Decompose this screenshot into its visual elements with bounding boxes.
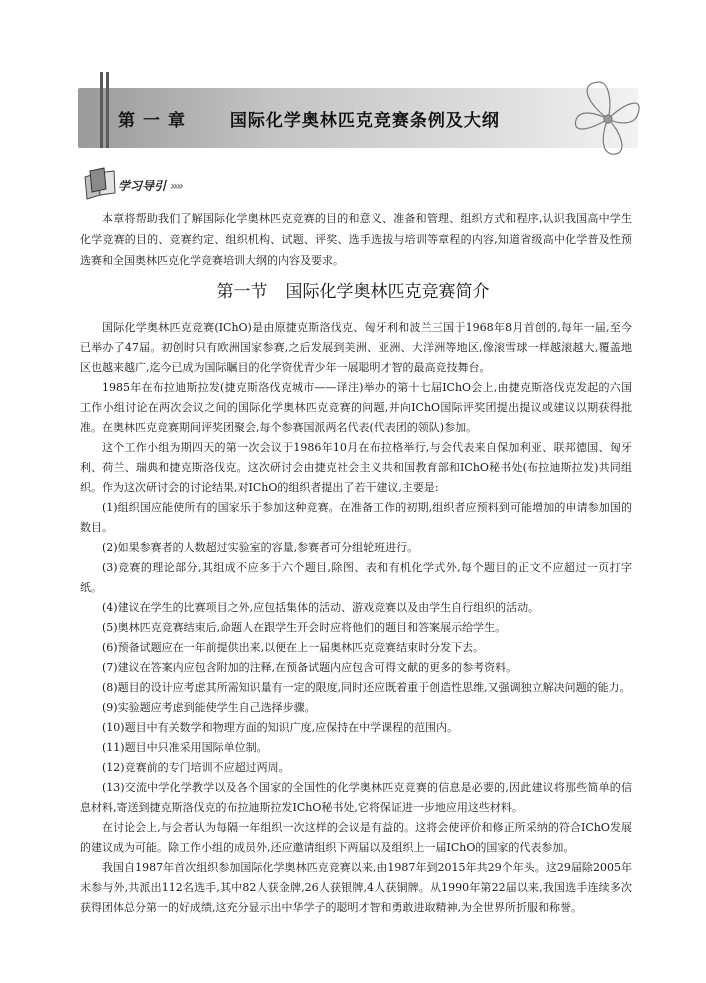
chapter-label-suffix: 章 xyxy=(168,111,186,131)
study-guide-label xyxy=(118,177,182,194)
chapter-title xyxy=(118,106,500,131)
list-item: (2)如果参赛者的人数超过实验室的容量,参赛者可分组轮班进行。 xyxy=(102,541,419,554)
list-item: (10)题目中有关数学和物理方面的知识广度,应保持在中学课程的范围内。 xyxy=(102,721,459,734)
list-item: (6)预备试题应在一年前提供出来,以便在上一届奥林匹克竞赛结束时分发下去。 xyxy=(102,641,485,654)
chapter-title-text: 国际化学奥林匹克竞赛条例及大纲 xyxy=(229,111,500,131)
list-item: (11)题目中只准采用国际单位制。 xyxy=(102,741,268,754)
paragraph: 国际化学奥林匹克竞赛(IChO)是由原捷克斯洛伐克、匈牙利和波兰三国于1968年8月首创的,每年一届,至今已举办了47届。初创时只有欧洲国家参赛,之后发展到美洲、亚洲、大洋洲等地区,像滚雪球一样越滚越大,覆盖地区也越来越广,迄今已成为国际瞩目的化学资优青少年一展聪明才智的最高竞技舞台。 xyxy=(80,321,632,374)
list-item: (8)题目的设计应考虑其所需知识量有一定的限度,同时还应既着重于创造性思维,又强调独立解决问题的能力。 xyxy=(102,681,631,694)
section-title xyxy=(0,277,706,302)
chapter-number: 一 xyxy=(143,111,161,131)
list-item: (5)奥林匹克竞赛结束后,命题人在跟学生开会时应将他们的题目和答案展示给学生。 xyxy=(102,621,507,634)
chapter-label-prefix: 第 xyxy=(118,111,136,131)
list-item: (1)组织国应能使所有的国家乐于参加这种竞赛。在准备工作的初期,组织者应预料到可能增加的申请参加国的数目。 xyxy=(80,501,632,534)
list-item: (9)实验题应考虑到能使学生自己选择步骤。 xyxy=(102,701,316,714)
list-item: (13)交流中学化学教学以及各个国家的全国性的化学奥林匹克竞赛的信息是必要的,因此建议将那些简单的信息材料,寄送到捷克斯洛伐克的布拉迪斯拉发IChO秘书处,它将保证进一步地应用这些材料。 xyxy=(80,781,632,814)
list-item: (3)竞赛的理论部分,其组成不应多于六个题目,除图、表和有机化学式外,每个题目的正文不应超过一页打字纸。 xyxy=(80,561,632,594)
book-icon xyxy=(82,167,118,201)
section-title-text: 国际化学奥林匹克竞赛简介 xyxy=(285,282,490,302)
double-chevron-icon: »» xyxy=(170,179,182,193)
paragraph: 我国自1987年首次组织参加国际化学奥林匹克竞赛以来,由1987年到2015年共29个年头。这29届除2005年未参与外,共派出112名选手,其中82人获金牌,26人获银牌,4人获铜牌。从1990年第22届以来,我国选手连续多次获得团体总分第一的好成绩,这充分显示出中华学子的聪明才智和勇敢进取精神,为全世界所折服和称誉。 xyxy=(80,861,632,914)
study-guide-text: 本章将帮助我们了解国际化学奥林匹克竞赛的目的和意义、准备和管理、组织方式和程序,认识我国高中学生化学竞赛的目的、竞赛约定、组织机构、试题、评奖、选手选拔与培训等章程的内容,知道省级高中化学普及性预选赛和全国奥林匹克化学竞赛培训大纲的内容及要求。 xyxy=(80,212,632,267)
section-number: 第一节 xyxy=(216,282,268,302)
flower-decoration-icon xyxy=(568,74,648,164)
paragraph: 这个工作小组为期四天的第一次会议于1986年10月在布拉格举行,与会代表来自保加利亚、联邦德国、匈牙利、荷兰、瑞典和捷克斯洛伐克。这次研讨会由捷克社会主义共和国教育部和IChO秘书处(布拉迪斯拉发)共同组织。作为这次研讨会的讨论结果,对IChO的组织者提出了若干建议,主要是: xyxy=(80,441,632,494)
paragraph: 在讨论会上,与会者认为每隔一年组织一次这样的会议是有益的。这将会使评价和修正所采纳的符合IChO发展的建议成为可能。除工作小组的成员外,还应邀请组织下两届以及组织上一届IChO的国家的代表参加。 xyxy=(80,821,632,854)
list-item: (12)竞赛前的专门培训不应超过两周。 xyxy=(102,761,290,774)
list-item: (7)建议在答案内应包含附加的注释,在预备试题内应包含可得文献的更多的参考资料。 xyxy=(102,661,518,674)
paragraph: 1985年在布拉迪斯拉发(捷克斯洛伐克城市——译注)举办的第十七届IChO会上,由捷克斯洛伐克发起的六国工作小组讨论在两次会议之间的国际化学奥林匹克竞赛的问题,并向IChO国际评奖团提出提议或建议以期获得批准。在奥林匹克竞赛期间评奖团聚会,每个参赛国派两名代表(代表团的领队)参加。 xyxy=(80,381,632,434)
list-item: (4)建议在学生的比赛项目之外,应包括集体的活动、游戏竞赛以及由学生自行组织的活动。 xyxy=(102,601,540,614)
section-body xyxy=(80,318,632,918)
study-guide-label-text: 学习导引 xyxy=(118,179,167,193)
